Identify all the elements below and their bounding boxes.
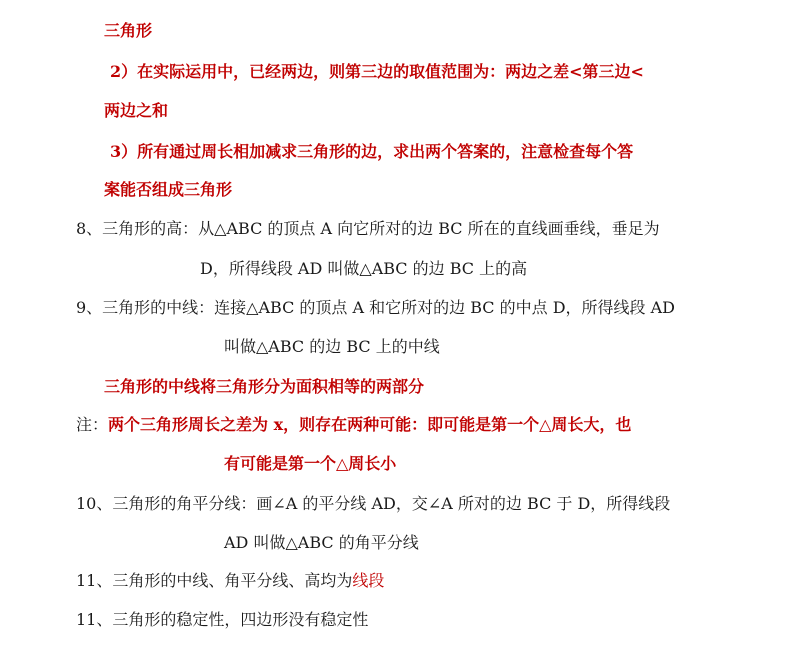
definition-altitude: 8、三角形的高：从△ABC 的顶点 A 向它所对的边 BC 所在的直线画垂线，垂足为 (76, 219, 660, 238)
note-prefix: 注： (76, 415, 109, 434)
segments-note-highlight: 线段 (352, 571, 385, 590)
note-line-3: 3）所有通过周长相加减求三角形的边，求出两个答案的，注意检查每个答 (110, 142, 634, 161)
definition-median-cont: 叫做△ABC 的边 BC 上的中线 (224, 337, 440, 356)
note-perimeter-text: 两个三角形周长之差为 x，则存在两种可能：即可能是第一个△周长大，也 (108, 415, 632, 434)
heading-triangle: 三角形 (104, 21, 153, 40)
note-line-3-cont: 案能否组成三角形 (104, 180, 233, 199)
note-line-2: 2）在实际运用中，已经两边，则第三边的取值范围为：两边之差<第三边< (110, 62, 644, 81)
stability-note: 11、三角形的稳定性，四边形没有稳定性 (76, 610, 369, 629)
definition-angle-bisector: 10、三角形的角平分线：画∠A 的平分线 AD，交∠A 所对的边 BC 于 D，所得线段 (76, 494, 671, 513)
note-perimeter-difference (76, 414, 631, 436)
definition-altitude-cont: D，所得线段 AD 叫做△ABC 的边 BC 上的高 (200, 259, 528, 278)
note-line-2-cont: 两边之和 (104, 101, 169, 120)
definition-angle-bisector-cont: AD 叫做△ABC 的角平分线 (224, 533, 419, 552)
segments-note-text: 11、三角形的中线、角平分线、高均为 (76, 571, 353, 590)
note-perimeter-difference-cont: 有可能是第一个△周长小 (224, 454, 397, 473)
median-area-note: 三角形的中线将三角形分为面积相等的两部分 (104, 377, 425, 396)
definition-median: 9、三角形的中线：连接△ABC 的顶点 A 和它所对的边 BC 的中点 D，所得线段 AD (76, 298, 676, 317)
segments-note (76, 570, 384, 592)
